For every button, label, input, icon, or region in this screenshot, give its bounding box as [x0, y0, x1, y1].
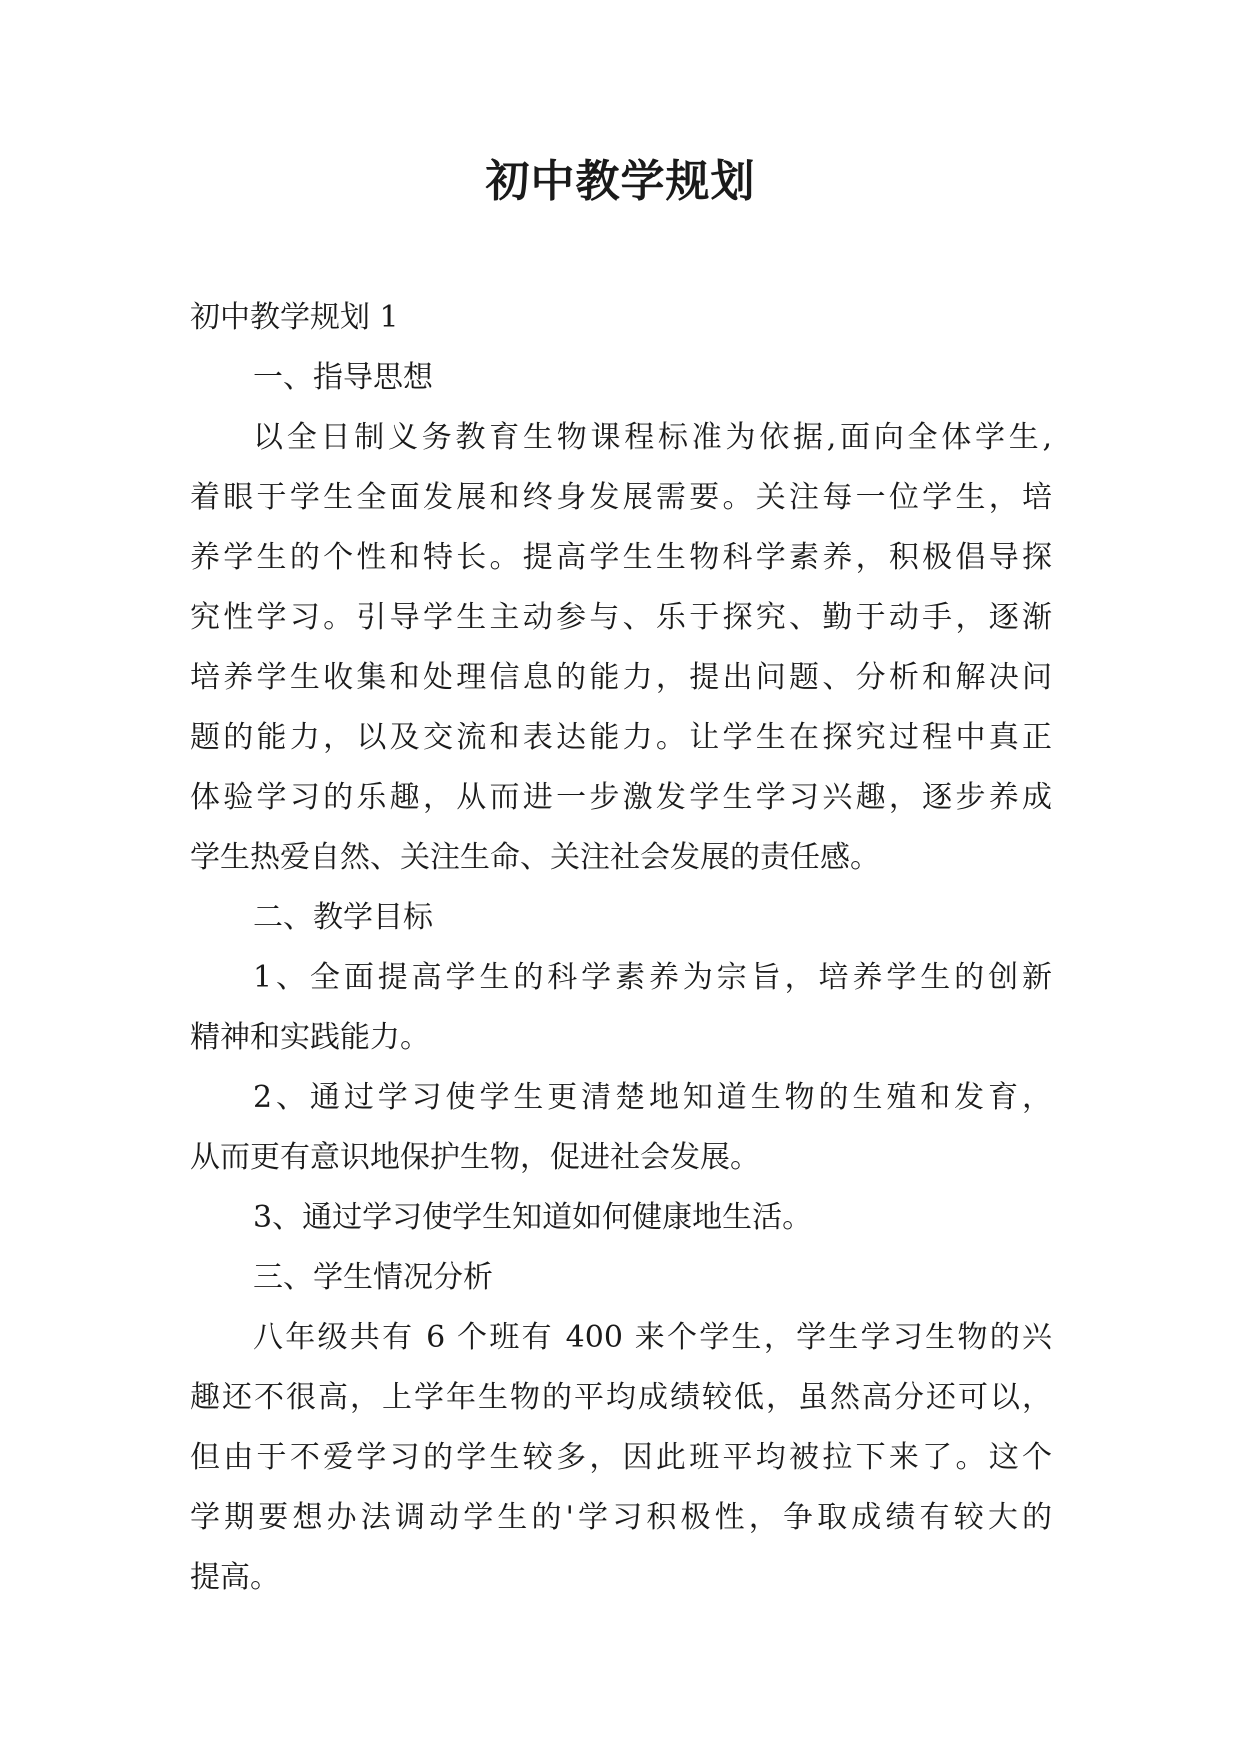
document-body	[190, 288, 1052, 1608]
section-heading-guiding-ideology: 一、指导思想	[253, 360, 433, 395]
paragraph-student-analysis	[190, 1308, 1052, 1608]
paragraph-line: 学生热爱自然、关注生命、关注社会发展的责任感。	[190, 840, 880, 875]
paragraph-line: 究性学习。引导学生主动参与、乐于探究、勤于动手，逐渐	[190, 600, 1052, 635]
document-title: 初中教学规划	[485, 156, 756, 207]
paragraph-line: 培养学生收集和处理信息的能力，提出问题、分析和解决问	[190, 660, 1052, 695]
paragraph-line: 从而更有意识地保护生物，促进社会发展。	[190, 1140, 760, 1175]
paragraph-line: 精神和实践能力。	[190, 1020, 430, 1055]
paragraph-line: 2、通过学习使学生更清楚地知道生物的生殖和发育，	[253, 1080, 1052, 1115]
section-heading-student-analysis: 三、学生情况分析	[253, 1260, 493, 1295]
paragraph-line: 提高。	[190, 1560, 280, 1595]
section-heading-teaching-goals: 二、教学目标	[253, 900, 433, 935]
document-subtitle: 初中教学规划 1	[190, 300, 399, 335]
paragraph-line: 学期要想办法调动学生的'学习积极性，争取成绩有较大的	[190, 1500, 1052, 1535]
goal-item-2	[190, 1068, 1052, 1188]
paragraph-line: 但由于不爱学习的学生较多，因此班平均被拉下来了。这个	[190, 1440, 1052, 1475]
paragraph-line: 以全日制义务教育生物课程标准为依据,面向全体学生,	[253, 420, 1052, 455]
paragraph-line: 八年级共有 6 个班有 400 来个学生，学生学习生物的兴	[253, 1320, 1052, 1355]
paragraph-line: 趣还不很高，上学年生物的平均成绩较低，虽然高分还可以，	[190, 1380, 1052, 1415]
paragraph-line: 养学生的个性和特长。提高学生生物科学素养，积极倡导探	[190, 540, 1052, 575]
paragraph-line: 题的能力，以及交流和表达能力。让学生在探究过程中真正	[190, 720, 1052, 755]
paragraph-guiding-ideology	[190, 408, 1052, 888]
goal-item-3: 3、通过学习使学生知道如何健康地生活。	[253, 1200, 813, 1235]
paragraph-line: 体验学习的乐趣，从而进一步激发学生学习兴趣，逐步养成	[190, 780, 1052, 815]
paragraph-line: 1、全面提高学生的科学素养为宗旨，培养学生的创新	[253, 960, 1052, 995]
goal-item-1	[190, 948, 1052, 1068]
paragraph-line: 着眼于学生全面发展和终身发展需要。关注每一位学生，培	[190, 480, 1052, 515]
